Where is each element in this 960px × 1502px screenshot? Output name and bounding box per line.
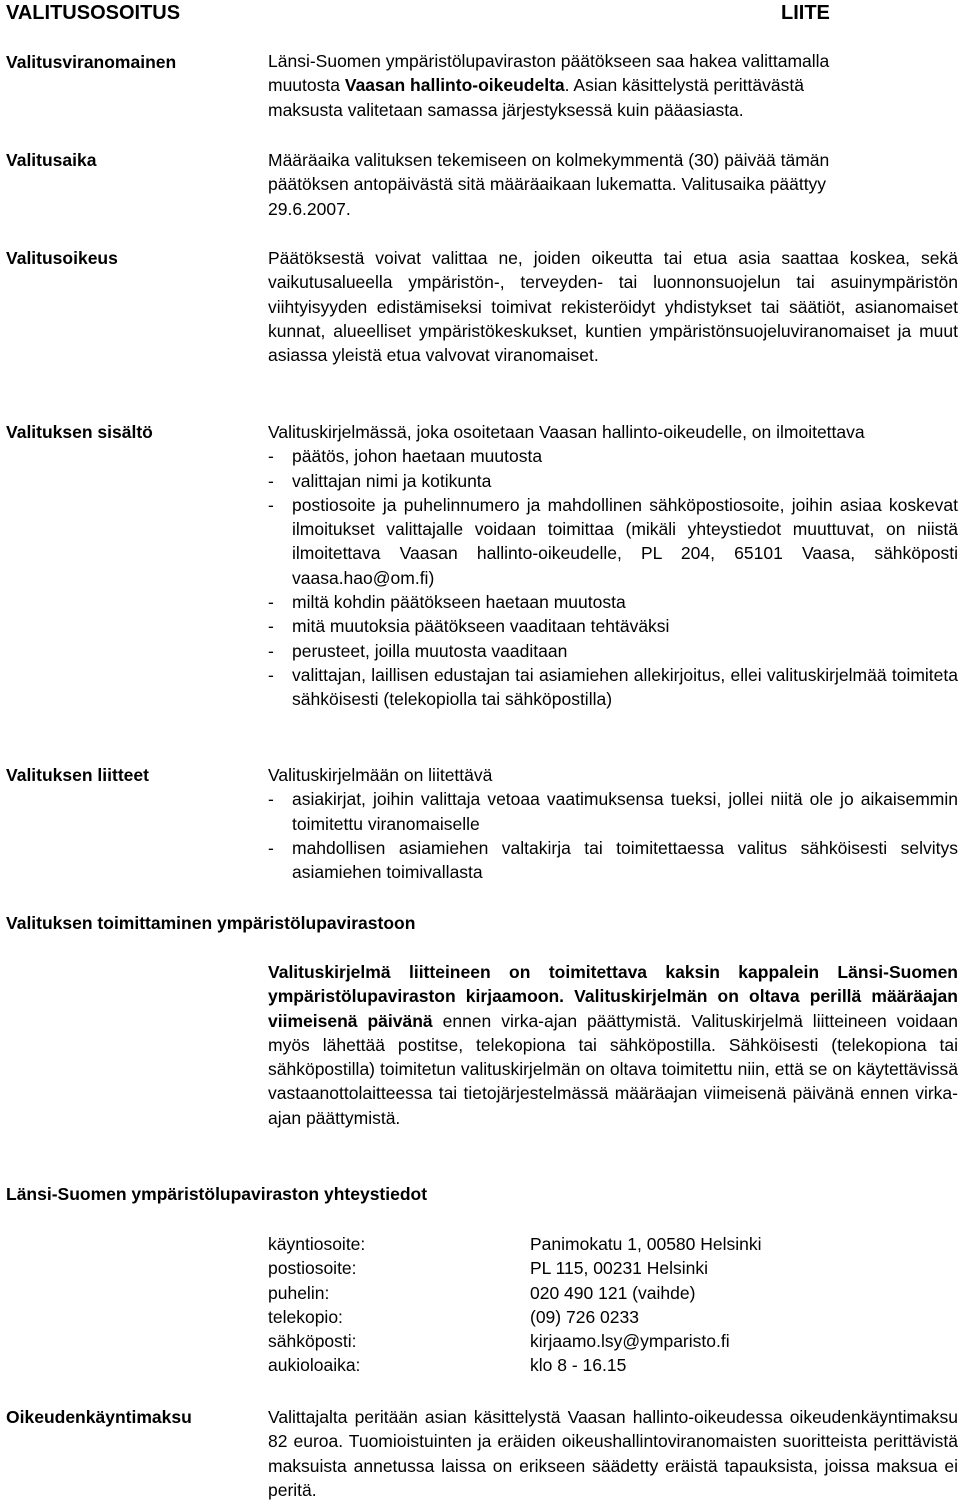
list-item: - valittajan, laillisen edustajan tai asiamiehen allekirjoitus, ellei valituskirjelmää toimiteta sähköisesti (telekopiolla tai sähköpostilla) xyxy=(268,664,958,710)
contact-key: aukioloaika: xyxy=(268,1355,361,1376)
text-line: Länsi-Suomen ympäristölupaviraston päätökseen saa hakea valittamalla xyxy=(268,51,830,71)
list-item: - mitä muutoksia päätökseen vaaditaan tehtäväksi xyxy=(268,616,670,637)
list-item: - valittajan nimi ja kotikunta xyxy=(268,470,492,491)
intro-text: Valituskirjelmässä, joka osoitetaan Vaasan hallinto-oikeudelle, on ilmoitettava xyxy=(268,422,865,442)
contact-table xyxy=(268,1232,762,1378)
contact-row xyxy=(268,1329,762,1353)
heading-yhteystiedot: Länsi-Suomen ympäristölupaviraston yhteystiedot xyxy=(6,1184,428,1204)
contact-row xyxy=(268,1281,762,1305)
appendix-label: LIITE xyxy=(781,2,830,24)
label-valitusviranomainen: Valitusviranomainen xyxy=(6,52,177,72)
label-valituksen-sisalto: Valituksen sisältö xyxy=(6,422,153,442)
contact-key: puhelin: xyxy=(268,1282,330,1303)
label-valitusoikeus: Valitusoikeus xyxy=(6,248,118,268)
label-oikeudenkayntimaksu: Oikeudenkäyntimaksu xyxy=(6,1407,192,1427)
contact-value: PL 115, 00231 Helsinki xyxy=(530,1258,709,1279)
text-valitusoikeus: Päätöksestä voivat valittaa ne, joiden oikeutta tai etua asia saattaa koskea, sekä vaikutusalueella ympäristön-, terveyden- tai luonnonsuojelun tai asuinympäristön viihtyisyyden edistämiseksi toimivat rekisteröidyt yhdistykset tai säätiöt, asianomaiset kunnat, alueelliset ympäristökeskukset, kuntien ympäristönsuojeluviranomaiset ja muut asiassa yleistä etua valvovat viranomaiset. xyxy=(268,248,958,366)
text-oikeudenkayntimaksu: Valittajalta peritään asian käsittelystä Vaasan hallinto-oikeudessa oikeudenkäyntimaksu 82 euroa. Tuomioistuinten ja eräiden oikeushallintoviranomaisten suoritteista perittävistä maksuista annetussa laissa on erikseen säädetty eräistä tapauksista, joissa maksua ei peritä. xyxy=(268,1407,958,1500)
intro-text: Valituskirjelmään on liitettävä xyxy=(268,765,493,785)
contact-row xyxy=(268,1353,762,1377)
contact-key: postiosoite: xyxy=(268,1258,357,1279)
section-valitusviranomainen xyxy=(268,49,958,122)
text-toimittaminen: Valituskirjelmä liitteineen on toimitettava kaksin kappalein Länsi-Suomen ympäristölupaviraston kirjaamoon. Valituskirjelmän on oltava perillä määräajan viimeisenä päivänä ennen virka-ajan päättymistä. Valituskirjelmä liitteineen voidaan myös lähettää postitse, telekopiona tai sähköpostilla. Sähköisesti (telekopiona tai sähköpostilla) toimitetun valituskirjelmän on oltava toimitettu niin, että se on käytettävissä vastaanottolaitteessa tai tietojärjestelmässä määräajan viimeisenä päivänä ennen virka-ajan päättymistä. xyxy=(268,962,958,1128)
section-valituksen-liitteet xyxy=(268,763,958,884)
text-line: Määräaika valituksen tekemiseen on kolmekymmentä (30) päivää tämän xyxy=(268,150,830,170)
label-valitusaika: Valitusaika xyxy=(6,150,97,170)
authority-name: Vaasan hallinto-oikeudelta xyxy=(344,75,565,96)
list-item: - mahdollisen asiamiehen valtakirja tai toimitettaessa valitus sähköisesti selvitys asiamiehen toimivallasta xyxy=(268,837,958,883)
section-valituksen-sisalto xyxy=(268,420,958,712)
heading-toimittaminen: Valituksen toimittaminen ympäristölupavirastoon xyxy=(6,913,416,933)
contact-key: sähköposti: xyxy=(268,1331,357,1352)
contact-key: telekopio: xyxy=(268,1306,343,1327)
contact-row xyxy=(268,1232,762,1256)
document-title: VALITUSOSOITUS xyxy=(6,2,181,24)
contact-value: klo 8 - 16.15 xyxy=(530,1355,627,1376)
text-line: päätöksen antopäivästä sitä määräaikaan lukematta. Valitusaika päättyy xyxy=(268,174,827,195)
contact-row xyxy=(268,1256,762,1280)
contact-key: käyntiosoite: xyxy=(268,1234,366,1254)
section-valitusaika xyxy=(268,148,958,221)
list-item: - postiosoite ja puhelinnumero ja mahdollinen sähköpostiosoite, joihin asiaa koskevat ilmoitukset valittajalle voidaan toimittaa (mikäli yhteystiedot muuttuvat, on niistä ilmoitettava Vaasan hallinto-oikeudelle, PL 204, 65101 Vaasa, sähköposti vaasa.hao@om.fi) xyxy=(268,494,958,588)
label-valituksen-liitteet: Valituksen liitteet xyxy=(6,765,149,785)
contact-value: Panimokatu 1, 00580 Helsinki xyxy=(530,1234,762,1254)
contact-value: (09) 726 0233 xyxy=(530,1306,639,1327)
text-line: maksusta valitetaan samassa järjestyksessä kuin pääasiasta. xyxy=(268,99,744,120)
contact-value: 020 490 121 (vaihde) xyxy=(530,1282,696,1303)
list-item: - asiakirjat, joihin valittaja vetoaa vaatimuksensa tueksi, jollei niitä ole jo aikaisemmin toimitettu viranomaiselle xyxy=(268,789,958,834)
text-line: 29.6.2007. xyxy=(268,198,351,219)
list-item: - miltä kohdin päätökseen haetaan muutosta xyxy=(268,592,626,613)
list-item: - päätös, johon haetaan muutosta xyxy=(268,446,543,467)
text-line: muutosta Vaasan hallinto-oikeudelta. Asian käsittelystä perittävästä xyxy=(268,75,804,96)
list-item: - perusteet, joilla muutosta vaaditaan xyxy=(268,640,568,661)
contact-value: kirjaamo.lsy@ymparisto.fi xyxy=(530,1331,730,1352)
contact-row xyxy=(268,1305,762,1329)
